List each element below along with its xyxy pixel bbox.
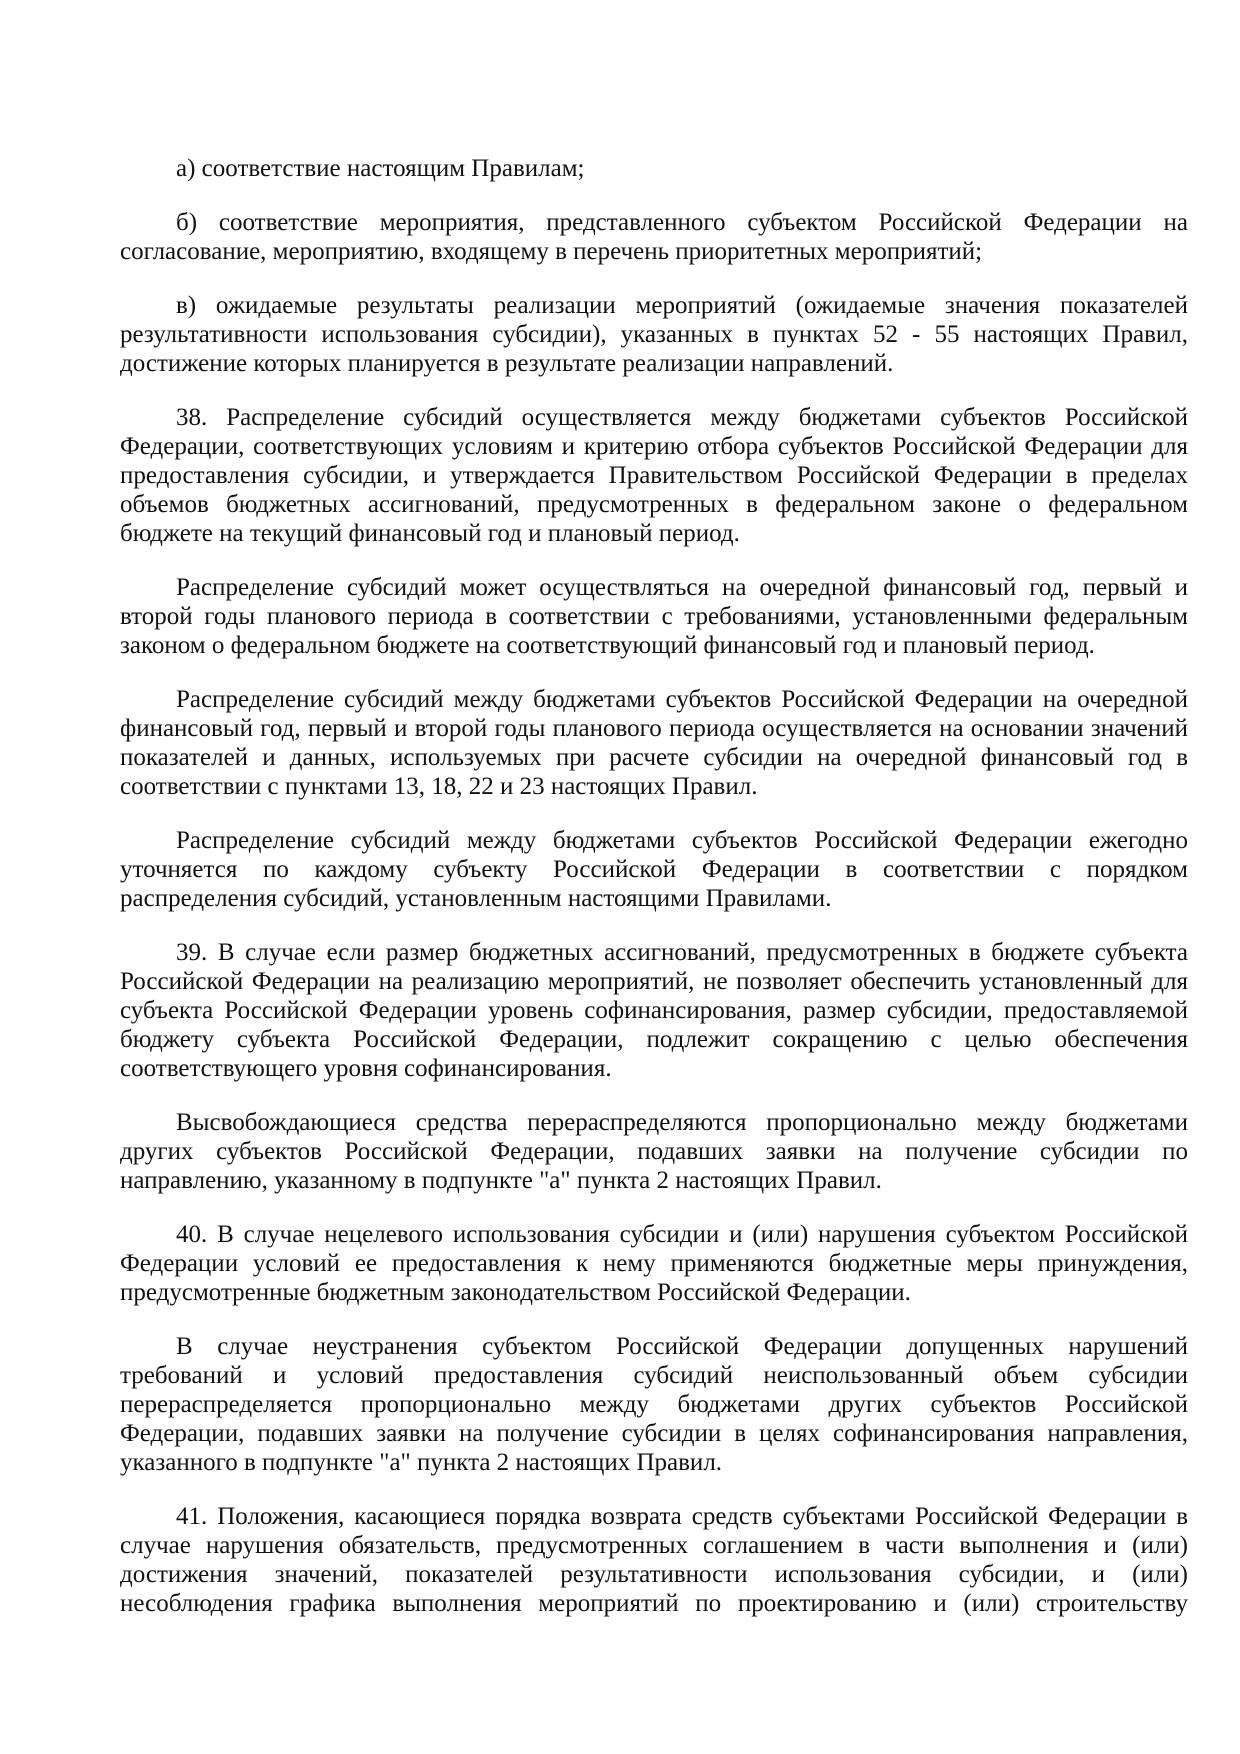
paragraph — [120, 154, 1188, 183]
text-line: соответствии с пунктами 13, 18, 22 и 23 настоящих Правил. — [120, 773, 758, 800]
text-line: согласование, мероприятию, входящему в перечень приоритетных мероприятий; — [120, 238, 983, 265]
text-line: Федерации, подавших заявки на получение субсидии в целях софинансирования направления, — [120, 1420, 1188, 1447]
paragraph — [120, 1108, 1188, 1195]
text-line: Федерации, соответствующих условиям и критерию отбора субъектов Российской Федерации для — [120, 433, 1188, 460]
text-line: 39. В случае если размер бюджетных ассигнований, предусмотренных в бюджете субъекта — [176, 939, 1188, 966]
text-line: а) соответствие настоящим Правилам; — [176, 155, 585, 182]
text-line: В случае неустранения субъектом Российской Федерации допущенных нарушений — [176, 1333, 1188, 1360]
text-line: достижения значений, показателей результативности использования субсидии, и (или) — [120, 1561, 1188, 1588]
paragraph — [120, 1502, 1188, 1618]
document-page — [120, 154, 1188, 1643]
text-line: Распределение субсидий может осуществляться на очередной финансовый год, первый и — [176, 574, 1188, 601]
text-line: финансовый год, первый и второй годы планового периода осуществляется на основании значений — [120, 715, 1188, 742]
text-line: соответствующего уровня софинансирования. — [120, 1055, 612, 1082]
text-line: других субъектов Российской Федерации, подавших заявки на получение субсидии по — [120, 1138, 1188, 1165]
text-line: предусмотренные бюджетным законодательством Российской Федерации. — [120, 1279, 911, 1306]
text-line: Высвобождающиеся средства перераспределяются пропорционально между бюджетами — [176, 1109, 1188, 1136]
text-line: перераспределяется пропорционально между бюджетами других субъектов Российской — [120, 1391, 1188, 1418]
text-line: достижение которых планируется в результате реализации направлений. — [120, 350, 894, 377]
paragraph — [120, 1332, 1188, 1477]
text-line: законом о федеральном бюджете на соответствующий финансовый год и плановый период. — [120, 632, 1095, 659]
text-line: объемов бюджетных ассигнований, предусмотренных в федеральном законе о федеральном — [120, 491, 1188, 518]
text-line: показателей и данных, используемых при расчете субсидии на очередной финансовый год в — [120, 744, 1188, 771]
text-line: б) соответствие мероприятия, представленного субъектом Российской Федерации на — [176, 209, 1188, 236]
text-line: предоставления субсидии, и утверждается Правительством Российской Федерации в пределах — [120, 462, 1188, 489]
text-line: бюджету субъекта Российской Федерации, подлежит сокращению с целью обеспечения — [120, 1026, 1188, 1053]
text-line: несоблюдения графика выполнения мероприятий по проектированию и (или) строительству — [120, 1590, 1188, 1617]
text-line: распределения субсидий, установленным настоящими Правилами. — [120, 885, 832, 912]
paragraph — [120, 938, 1188, 1083]
text-line: 38. Распределение субсидий осуществляется между бюджетами субъектов Российской — [176, 404, 1188, 431]
text-line: 40. В случае нецелевого использования субсидии и (или) нарушения субъектом Российской — [176, 1221, 1188, 1248]
paragraph — [120, 685, 1188, 801]
text-line: второй годы планового периода в соответствии с требованиями, установленными федеральным — [120, 603, 1188, 630]
text-line: Российской Федерации на реализацию мероприятий, не позволяет обеспечить установленный для — [120, 968, 1188, 995]
text-line: бюджете на текущий финансовый год и плановый период. — [120, 520, 740, 547]
text-line: Распределение субсидий между бюджетами субъектов Российской Федерации ежегодно — [176, 827, 1188, 854]
paragraph — [120, 208, 1188, 266]
text-line: случае нарушения обязательств, предусмотренных соглашением в части выполнения и (или) — [120, 1532, 1188, 1559]
paragraph — [120, 573, 1188, 660]
text-line: требований и условий предоставления субсидий неиспользованный объем субсидии — [120, 1362, 1188, 1389]
text-line: уточняется по каждому субъекту Российской Федерации в соответствии с порядком — [120, 856, 1188, 883]
text-line: указанного в подпункте "а" пункта 2 настоящих Правил. — [120, 1449, 723, 1476]
text-line: результативности использования субсидии), указанных в пунктах 52 - 55 настоящих Правил, — [120, 321, 1188, 348]
paragraph — [120, 403, 1188, 548]
text-line: в) ожидаемые результаты реализации мероприятий (ожидаемые значения показателей — [176, 292, 1188, 319]
paragraph — [120, 291, 1188, 378]
text-line: субъекта Российской Федерации уровень софинансирования, размер субсидии, предоставляемой — [120, 997, 1188, 1024]
text-line: 41. Положения, касающиеся порядка возврата средств субъектами Российской Федерации в — [176, 1503, 1188, 1530]
text-line: направлению, указанному в подпункте "а" пункта 2 настоящих Правил. — [120, 1167, 882, 1194]
text-line: Федерации условий ее предоставления к нему применяются бюджетные меры принуждения, — [120, 1250, 1188, 1277]
text-line: Распределение субсидий между бюджетами субъектов Российской Федерации на очередной — [176, 686, 1188, 713]
paragraph — [120, 826, 1188, 913]
paragraph — [120, 1220, 1188, 1307]
